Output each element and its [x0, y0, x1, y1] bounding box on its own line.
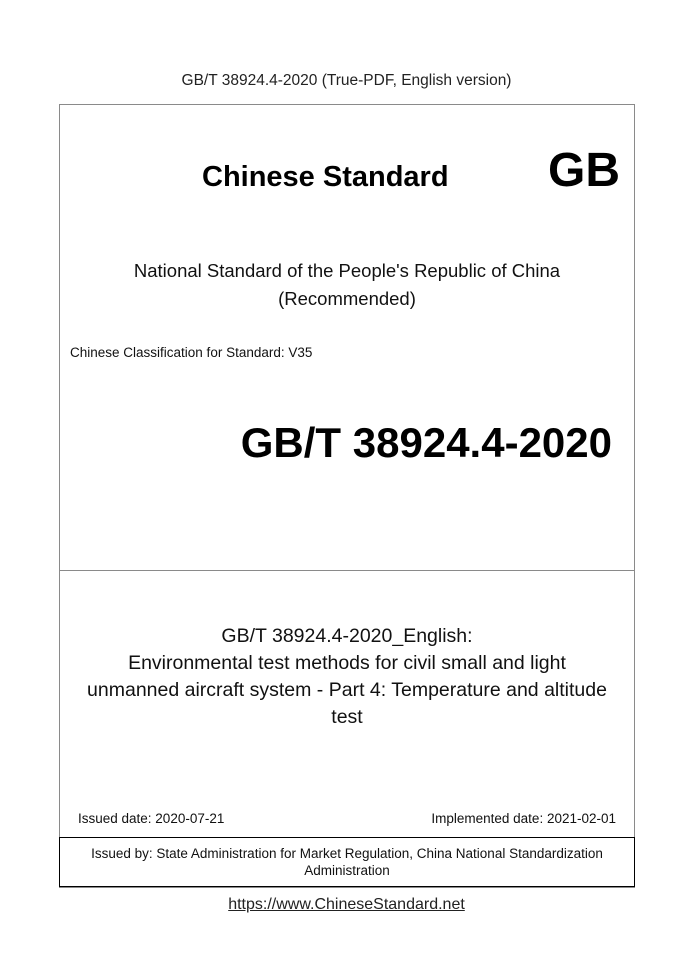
- website-link[interactable]: https://www.ChineseStandard.net: [228, 896, 465, 913]
- cover-bottom-panel: [60, 571, 634, 887]
- issuer-line: Issued by: State Administration for Market Regulation, China National Standardization: [91, 846, 603, 861]
- cover-frame: [59, 104, 635, 888]
- classification-text: Chinese Classification for Standard: V35: [70, 345, 313, 360]
- document-title-line: Environmental test methods for civil small and light: [128, 652, 566, 674]
- cover-top-panel: [60, 105, 634, 571]
- subtitle-line: (Recommended): [278, 288, 416, 309]
- subtitle-line: National Standard of the People's Republic of China: [133, 260, 561, 281]
- standard-subtitle: [60, 257, 634, 313]
- page-header: GB/T 38924.4-2020 (True-PDF, English version): [181, 72, 512, 89]
- brand-code: GB: [548, 144, 620, 197]
- issued-date: Issued date: 2020-07-21: [78, 811, 225, 826]
- issuer-line: Administration: [304, 863, 390, 878]
- document-title-line: test: [331, 706, 363, 728]
- document-title-line: GB/T 38924.4-2020_English:: [221, 625, 473, 647]
- document-title-line: unmanned aircraft system - Part 4: Temperature and altitude: [87, 679, 607, 701]
- standard-number: GB/T 38924.4-2020: [240, 419, 612, 466]
- issuer-box: [59, 837, 635, 887]
- implemented-date: Implemented date: 2021-02-01: [431, 811, 616, 826]
- document-title: [60, 623, 634, 731]
- brand-title: Chinese Standard: [202, 161, 449, 193]
